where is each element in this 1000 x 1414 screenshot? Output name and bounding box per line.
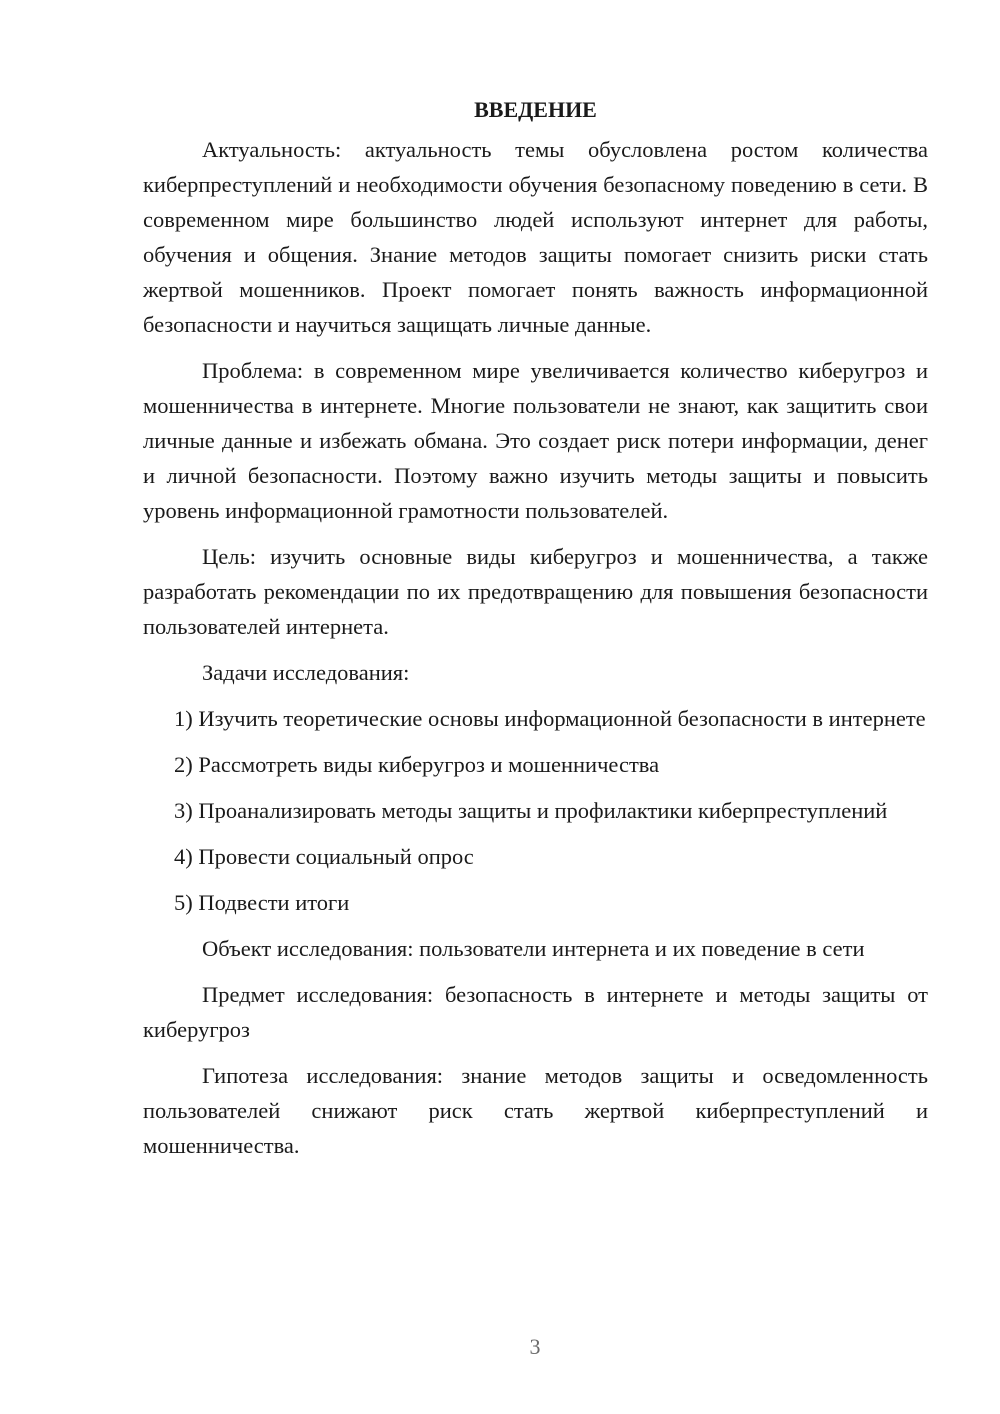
task-item-4: 4) Провести социальный опрос [174,844,474,869]
paragraph-problem: Проблема: в современном мире увеличивается количество киберугроз и мошенничества в интернете. Многие пользователи не знают, как защитить свои личные данные и избежать обмана. Это создает риск потери информации, денег и личной безопасности. Поэтому важно изучить методы защиты и повысить уровень информационной грамотности пользователей. [143,358,928,523]
task-item-3: 3) Проанализировать методы защиты и профилактики киберпреступлений [174,798,888,823]
page-number: 3 [529,1334,541,1359]
paragraph-goal: Цель: изучить основные виды киберугроз и мошенничества, а также разработать рекомендации по их предотвращению для повышения безопасности пользователей интернета. [143,544,928,639]
section-heading: ВВЕДЕНИЕ [474,97,597,122]
paragraph-object: Объект исследования: пользователи интернета и их поведение в сети [202,936,865,961]
paragraph-hypothesis: Гипотеза исследования: знание методов защиты и осведомленность пользователей снижают риск стать жертвой киберпреступлений и мошенничества. [143,1063,928,1158]
paragraph-relevance: Актуальность: актуальность темы обусловлена ростом количества киберпреступлений и необходимости обучения безопасному поведению в сети. В современном мире большинство людей используют интернет для работы, обучения и общения. Знание методов защиты помогает снизить риски стать жертвой мошенников. Проект помогает понять важность информационной безопасности и научиться защищать личные данные. [143,137,928,337]
task-item-5: 5) Подвести итоги [174,890,350,915]
task-item-1: 1) Изучить теоретические основы информационной безопасности в интернете [174,706,926,731]
task-item-2: 2) Рассмотреть виды киберугроз и мошенничества [174,752,660,777]
paragraph-subject: Предмет исследования: безопасность в интернете и методы защиты от киберугроз [143,982,928,1042]
tasks-heading: Задачи исследования: [202,660,410,685]
document-page [143,92,928,1174]
